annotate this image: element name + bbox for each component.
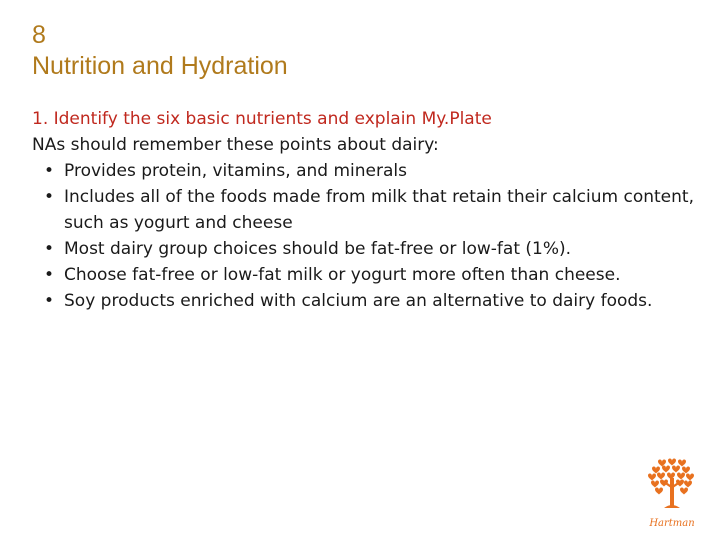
intro-text: NAs should remember these points about dairy:	[32, 135, 439, 155]
chapter-title: Nutrition and Hydration	[32, 52, 288, 80]
logo-text: Hartman	[649, 518, 695, 529]
bullet-item: • Includes all of the foods made from milk that retain their calcium content, such as yogurt and cheese	[32, 184, 702, 236]
bullet-item: • Choose fat-free or low-fat milk or yogurt more often than cheese.	[32, 262, 702, 288]
bullet-item: • Most dairy group choices should be fat-free or low-fat (1%).	[32, 236, 702, 262]
bullet-list	[32, 158, 702, 314]
bullet-item: • Soy products enriched with calcium are an alternative to dairy foods.	[32, 288, 702, 314]
heart-tree-icon	[640, 458, 704, 534]
slide-body	[32, 106, 702, 314]
slide-title	[32, 20, 288, 82]
hartman-logo	[640, 458, 704, 534]
bullet-item: • Provides protein, vitamins, and minerals	[32, 158, 702, 184]
chapter-number: 8	[32, 21, 46, 49]
learning-objective: 1. Identify the six basic nutrients and explain My.Plate	[32, 109, 492, 129]
